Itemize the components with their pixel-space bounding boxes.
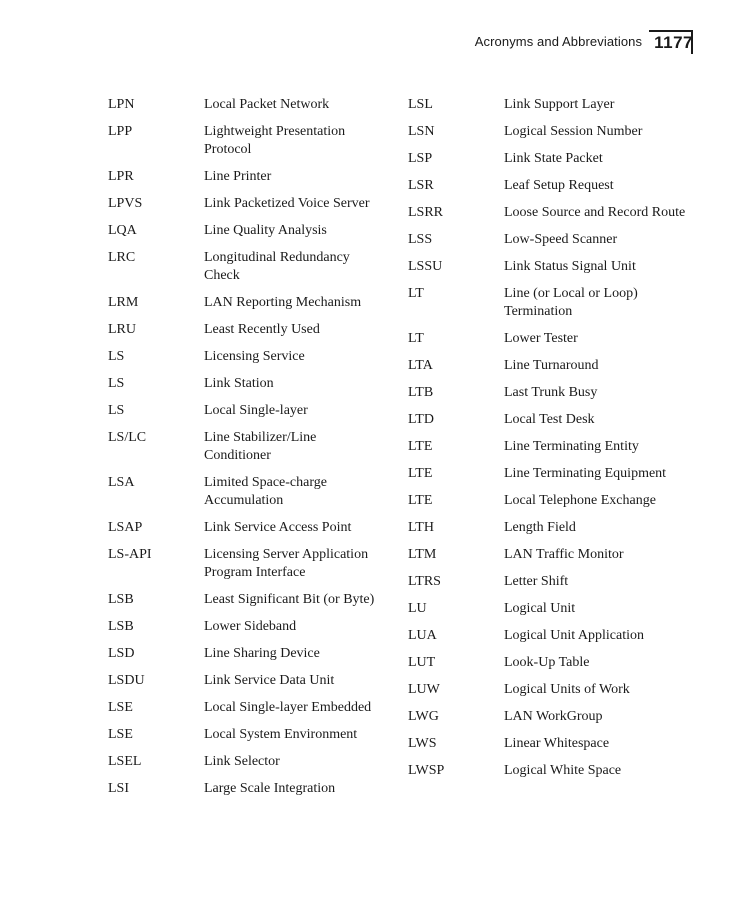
acronym-definition: Logical Unit (504, 601, 576, 616)
acronym: LPR (108, 169, 134, 184)
acronym-definition: Licensing Server Application Program Interface (204, 547, 369, 580)
header-rule-horizontal (649, 30, 693, 32)
acronym-entry (108, 123, 384, 159)
acronym: LTD (408, 412, 434, 427)
acronym-definition: Least Significant Bit (or Byte) (204, 592, 375, 607)
acronym-definition: LAN WorkGroup (504, 709, 603, 724)
acronym: LUA (408, 628, 437, 643)
acronym-definition: Link Selector (204, 754, 280, 769)
acronym: LSEL (108, 754, 142, 769)
acronym-definition: Logical Units of Work (504, 682, 630, 697)
acronym-definition: Local Test Desk (504, 412, 595, 427)
acronym-entry (108, 699, 384, 717)
acronym-definition: Line Terminating Entity (504, 439, 639, 454)
acronym: LRC (108, 250, 136, 265)
acronym-entry (108, 672, 384, 690)
acronym: LWS (408, 736, 437, 751)
acronym-entry (108, 618, 384, 636)
acronym: LWG (408, 709, 439, 724)
acronym-definition: Line Printer (204, 169, 272, 184)
acronym-entry (408, 285, 704, 321)
acronym: LSAP (108, 520, 143, 535)
acronym: LS (108, 349, 125, 364)
acronym-entry (108, 96, 384, 114)
acronym: LSRR (408, 205, 444, 220)
acronym: LPP (108, 124, 133, 139)
acronym-definition: Least Recently Used (204, 322, 320, 337)
acronym-entry (408, 357, 704, 375)
acronym: LPVS (108, 196, 143, 211)
acronym-entry (108, 429, 384, 465)
acronym: LTE (408, 439, 433, 454)
acronym-entry (108, 168, 384, 186)
acronym: LSI (108, 781, 129, 796)
acronym-entry (108, 348, 384, 366)
acronym-definition: Lower Sideband (204, 619, 297, 634)
acronym-definition: Link Status Signal Unit (504, 259, 636, 274)
acronym-definition: Line Turnaround (504, 358, 599, 373)
acronym-definition: LAN Reporting Mechanism (204, 295, 362, 310)
acronym-entry (408, 492, 704, 510)
acronym: LSE (108, 727, 133, 742)
acronym-entry (408, 762, 704, 780)
acronym-definition: Length Field (504, 520, 576, 535)
acronym-definition: Line (or Local or Loop) Termination (504, 286, 638, 319)
acronym-definition: LAN Traffic Monitor (504, 547, 624, 562)
acronym-entry (108, 726, 384, 744)
acronym-entry (408, 600, 704, 618)
acronym: LPN (108, 97, 135, 112)
acronym: LSB (108, 619, 134, 634)
left-acronym-column (108, 96, 384, 807)
acronym-entry (108, 474, 384, 510)
acronym-entry (108, 753, 384, 771)
acronym-definition: Logical Session Number (504, 124, 643, 139)
acronym-definition: Logical White Space (504, 763, 622, 778)
acronym-entry (408, 627, 704, 645)
acronym-entry (408, 96, 704, 114)
acronym-definition: Link Support Layer (504, 97, 615, 112)
acronym: LUW (408, 682, 440, 697)
acronym-definition: Large Scale Integration (204, 781, 336, 796)
acronym-entry (408, 438, 704, 456)
acronym-definition: Letter Shift (504, 574, 569, 589)
acronym: LTM (408, 547, 437, 562)
acronym: LTRS (408, 574, 441, 589)
acronym: LSD (108, 646, 135, 661)
acronym-entry (408, 150, 704, 168)
acronym-entry (108, 780, 384, 798)
acronym-definition: Linear Whitespace (504, 736, 610, 751)
acronym-definition: Line Sharing Device (204, 646, 320, 661)
acronym-entry (408, 384, 704, 402)
acronym-entry (408, 735, 704, 753)
acronym-entry (108, 519, 384, 537)
acronym-entry (108, 375, 384, 393)
acronym: LWSP (408, 763, 445, 778)
acronym-entry (408, 177, 704, 195)
acronym-entry (108, 294, 384, 312)
acronym-definition: Line Terminating Equipment (504, 466, 667, 481)
acronym: LSB (108, 592, 134, 607)
acronym-definition: Local Single-layer Embedded (204, 700, 372, 715)
acronym-definition: Link Service Data Unit (204, 673, 335, 688)
acronym-entry (108, 222, 384, 240)
acronym: LT (408, 286, 424, 301)
acronym-definition: Local Single-layer (204, 403, 308, 418)
acronym: LTB (408, 385, 434, 400)
acronym: LS (108, 376, 125, 391)
acronym-entry (408, 411, 704, 429)
acronym: LU (408, 601, 427, 616)
acronym-definition: Local Packet Network (204, 97, 330, 112)
acronym: LSP (408, 151, 433, 166)
acronym-definition: Last Trunk Busy (504, 385, 598, 400)
acronym-entry (108, 249, 384, 285)
acronym: LS (108, 403, 125, 418)
acronym: LSDU (108, 673, 145, 688)
acronym-definition: Line Stabilizer/Line Conditioner (204, 430, 317, 463)
acronym-definition: Local Telephone Exchange (504, 493, 656, 508)
acronym: LRM (108, 295, 139, 310)
acronym: LQA (108, 223, 137, 238)
acronym: LS-API (108, 547, 152, 562)
acronym-definition: Loose Source and Record Route (504, 205, 686, 220)
acronym-entry (108, 546, 384, 582)
acronym-entry (108, 195, 384, 213)
acronym-entry (408, 231, 704, 249)
acronym-entry (408, 573, 704, 591)
acronym-entry (408, 681, 704, 699)
acronym-entry (408, 204, 704, 222)
acronym-definition: Low-Speed Scanner (504, 232, 618, 247)
acronym-definition: Limited Space-charge Accumulation (204, 475, 327, 508)
acronym-definition: Lower Tester (504, 331, 578, 346)
acronym: LSR (408, 178, 434, 193)
acronym-entry (408, 465, 704, 483)
acronym-entry (108, 402, 384, 420)
acronym: LRU (108, 322, 136, 337)
acronym: LSE (108, 700, 133, 715)
acronym-entry (408, 519, 704, 537)
acronym-definition: Link Packetized Voice Server (204, 196, 370, 211)
acronym: LSN (408, 124, 435, 139)
acronym-definition: Logical Unit Application (504, 628, 644, 643)
acronym-definition: Licensing Service (204, 349, 305, 364)
acronym-entry (408, 330, 704, 348)
acronym-entry (408, 708, 704, 726)
acronym: LTE (408, 493, 433, 508)
acronym-definition: Link Service Access Point (204, 520, 352, 535)
acronym: LTE (408, 466, 433, 481)
acronym-entry (108, 321, 384, 339)
acronym-entry (408, 546, 704, 564)
right-acronym-column (408, 96, 704, 789)
acronym-definition: Local System Environment (204, 727, 358, 742)
acronym: LSSU (408, 259, 443, 274)
acronym: LS/LC (108, 430, 147, 445)
acronym: LUT (408, 655, 436, 670)
acronym-entry (408, 654, 704, 672)
acronym: LSS (408, 232, 433, 247)
page-number: 1177 (654, 33, 693, 52)
acronym-definition: Leaf Setup Request (504, 178, 614, 193)
acronym: LTH (408, 520, 434, 535)
acronym-definition: Lightweight Presentation Protocol (204, 124, 346, 157)
acronym-entry (108, 591, 384, 609)
acronym-definition: Look-Up Table (504, 655, 590, 670)
acronym-entry (408, 123, 704, 141)
header-title: Acronyms and Abbreviations (474, 34, 643, 49)
acronym: LSA (108, 475, 135, 490)
acronym-definition: Link Station (204, 376, 274, 391)
running-header (475, 34, 693, 52)
acronym-entry (108, 645, 384, 663)
acronym-definition: Link State Packet (504, 151, 603, 166)
acronym-definition: Longitudinal Redundancy Check (204, 250, 350, 283)
acronym: LSL (408, 97, 433, 112)
acronym-entry (408, 258, 704, 276)
acronym: LT (408, 331, 424, 346)
acronym: LTA (408, 358, 433, 373)
acronym-definition: Line Quality Analysis (204, 223, 327, 238)
